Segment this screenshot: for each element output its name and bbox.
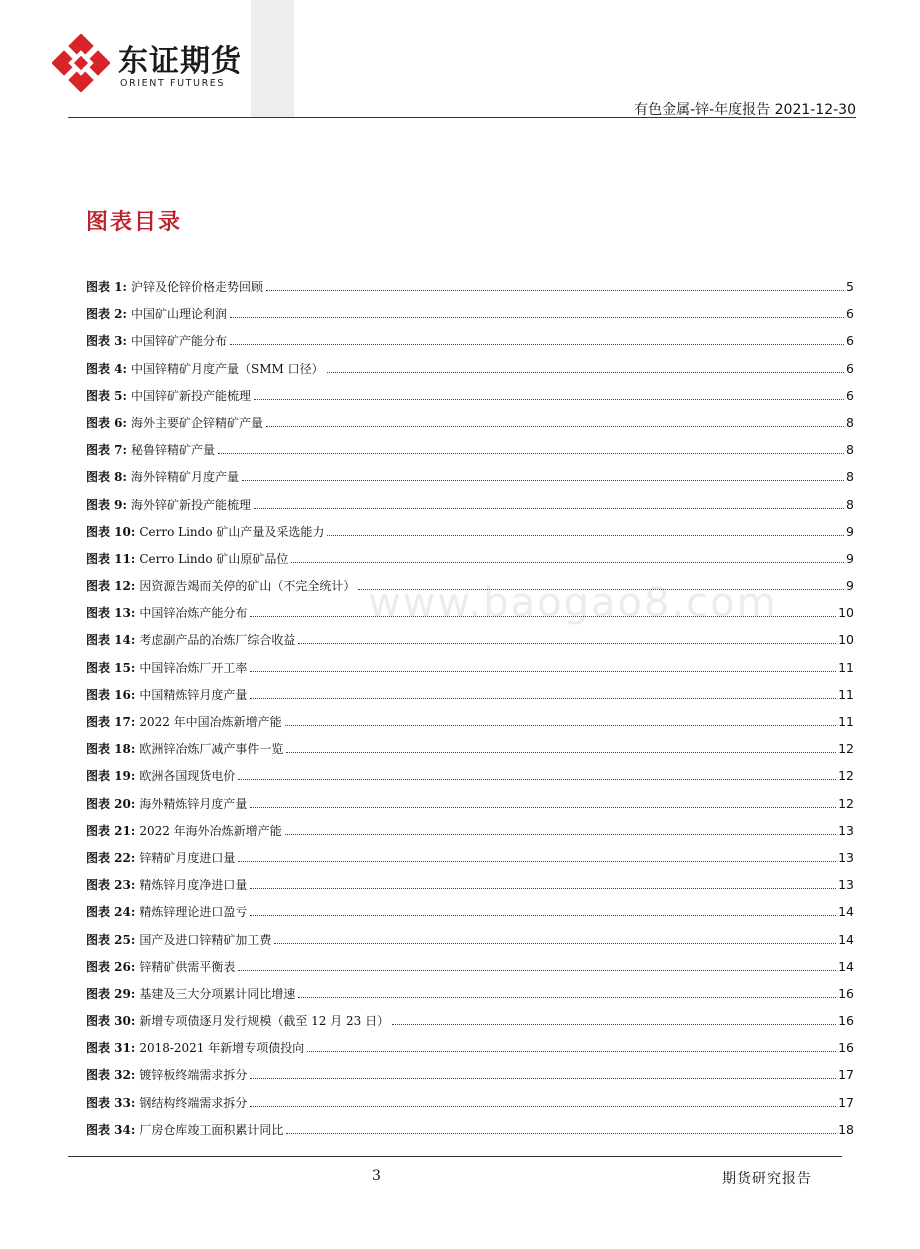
toc-entry-label: 图表 29:	[86, 986, 136, 1001]
toc-entry-page: 16	[838, 1040, 854, 1056]
toc-entry-leader	[250, 670, 836, 672]
toc-entry-leader	[230, 316, 844, 318]
toc-entry-title: 中国锌矿新投产能梳理	[130, 388, 251, 403]
toc-entry[interactable]	[86, 1012, 854, 1039]
toc-entry-title: 欧洲各国现货电价	[139, 769, 236, 784]
logo-chinese-name: 东证期货	[118, 44, 242, 79]
toc-entry-label: 图表 8:	[86, 470, 127, 485]
toc-entry-label: 图表 5:	[86, 388, 127, 403]
toc-entry-leader	[250, 697, 836, 699]
toc-entry[interactable]	[86, 604, 854, 631]
toc-entry-leader	[392, 1023, 836, 1025]
toc-entry[interactable]	[86, 1066, 854, 1093]
toc-entry-leader	[285, 833, 836, 835]
toc-entry-title: 厂房仓库竣工面积累计同比	[139, 1122, 284, 1137]
toc-entry-label: 图表 16:	[86, 687, 136, 702]
table-of-figures	[86, 278, 854, 1148]
toc-entry-title: 沪锌及伦锌价格走势回顾	[130, 280, 263, 294]
toc-entry-label: 图表 32:	[86, 1068, 136, 1083]
toc-entry[interactable]	[86, 985, 854, 1012]
toc-entry-leader	[307, 1050, 836, 1052]
toc-entry[interactable]	[86, 958, 854, 985]
toc-entry-page: 9	[846, 523, 854, 539]
header-gray-tab	[251, 0, 294, 118]
toc-entry-leader	[250, 806, 836, 808]
toc-entry-leader	[250, 1105, 836, 1107]
toc-entry[interactable]	[86, 387, 854, 414]
toc-entry-leader	[286, 751, 836, 753]
toc-entry[interactable]	[86, 360, 854, 387]
toc-entry[interactable]	[86, 822, 854, 849]
toc-entry-title: 镀锌板终端需求拆分	[139, 1068, 248, 1083]
toc-entry[interactable]	[86, 1039, 854, 1066]
toc-entry[interactable]	[86, 305, 854, 332]
report-header-title: 有色金属-锌-年度报告 2021-12-30	[634, 102, 856, 118]
toc-entry-title: 锌精矿供需平衡表	[139, 959, 236, 974]
toc-entry[interactable]	[86, 496, 854, 523]
toc-entry-leader	[218, 452, 844, 454]
toc-entry-leader	[274, 942, 836, 944]
toc-entry-title: Cerro Lindo 矿山原矿品位	[139, 551, 289, 566]
toc-entry-page: 16	[838, 1013, 854, 1029]
toc-entry-title: 精炼锌月度净进口量	[139, 878, 248, 893]
toc-entry[interactable]	[86, 332, 854, 359]
toc-entry-page: 6	[846, 360, 854, 376]
page-number: 3	[372, 1168, 381, 1184]
toc-entry-label: 图表 18:	[86, 742, 136, 757]
section-title: 图表目录	[86, 209, 183, 235]
toc-entry-leader	[250, 887, 836, 889]
toc-entry-page: 12	[838, 795, 854, 811]
toc-entry-page: 16	[838, 985, 854, 1001]
toc-entry-page: 10	[838, 605, 854, 621]
toc-entry[interactable]	[86, 441, 854, 468]
toc-entry-leader	[327, 534, 844, 536]
toc-entry-leader	[242, 479, 844, 481]
toc-entry[interactable]	[86, 740, 854, 767]
toc-entry-leader	[238, 969, 836, 971]
toc-entry-title: 考虑副产品的冶炼厂综合收益	[139, 633, 296, 648]
toc-entry-title: 新增专项债逐月发行规模（截至 12 月 23 日）	[139, 1014, 390, 1029]
toc-entry-label: 图表 2:	[86, 307, 127, 322]
toc-entry-page: 14	[838, 904, 854, 920]
toc-entry-title: 锌精矿月度进口量	[139, 850, 236, 865]
footer-label: 期货研究报告	[722, 1171, 812, 1187]
toc-entry-page: 6	[846, 306, 854, 322]
toc-entry-title: 精炼锌理论进口盈亏	[139, 905, 248, 920]
toc-entry-page: 6	[846, 387, 854, 403]
toc-entry-leader	[358, 588, 844, 590]
toc-entry-leader	[250, 914, 836, 916]
toc-entry-label: 图表 26:	[86, 959, 136, 974]
toc-entry-page: 8	[846, 496, 854, 512]
toc-entry-title: 海外锌矿新投产能梳理	[130, 497, 251, 512]
toc-entry-label: 图表 15:	[86, 660, 136, 675]
toc-entry[interactable]	[86, 713, 854, 740]
toc-entry-title: 2022 年海外冶炼新增产能	[139, 823, 282, 838]
toc-entry-leader	[327, 371, 844, 373]
toc-entry-title: 中国锌冶炼厂开工率	[139, 660, 248, 675]
toc-entry-page: 8	[846, 469, 854, 485]
toc-entry-title: 海外锌精矿月度产量	[130, 470, 239, 485]
toc-entry-title: 秘鲁锌精矿产量	[130, 443, 215, 458]
toc-entry[interactable]	[86, 278, 854, 305]
toc-entry-label: 图表 12:	[86, 579, 136, 594]
toc-entry-leader	[250, 615, 836, 617]
toc-entry-title: 中国锌矿产能分布	[130, 334, 227, 349]
toc-entry-label: 图表 31:	[86, 1041, 136, 1056]
toc-entry-label: 图表 34:	[86, 1122, 136, 1137]
toc-entry-title: 中国锌精矿月度产量（SMM 口径）	[130, 361, 324, 376]
toc-entry-title: 海外主要矿企锌精矿产量	[130, 415, 263, 430]
toc-entry-label: 图表 33:	[86, 1095, 136, 1110]
toc-entry-title: 2018-2021 年新增专项债投向	[139, 1041, 305, 1056]
toc-entry[interactable]	[86, 876, 854, 903]
toc-entry-label: 图表 6:	[86, 415, 127, 430]
toc-entry-title: 基建及三大分项累计同比增速	[139, 986, 296, 1001]
orient-futures-logo-icon	[52, 34, 110, 92]
toc-entry-page: 9	[846, 550, 854, 566]
toc-entry-label: 图表 19:	[86, 769, 136, 784]
toc-entry-title: 2022 年中国冶炼新增产能	[139, 715, 282, 729]
toc-entry-leader	[266, 289, 844, 291]
toc-entry[interactable]	[86, 849, 854, 876]
toc-entry-leader	[291, 561, 844, 563]
toc-entry-label: 图表 13:	[86, 606, 136, 621]
toc-entry-label: 图表 22:	[86, 850, 136, 865]
toc-entry-leader	[250, 1077, 836, 1079]
toc-entry-leader	[230, 343, 844, 345]
toc-entry-label: 图表 14:	[86, 633, 136, 648]
toc-entry-label: 图表 1:	[86, 280, 127, 294]
toc-entry-title: 钢结构终端需求拆分	[139, 1095, 248, 1110]
toc-entry-label: 图表 20:	[86, 796, 136, 811]
toc-entry-label: 图表 3:	[86, 334, 127, 349]
toc-entry-page: 6	[846, 333, 854, 349]
company-logo	[52, 34, 252, 96]
toc-entry-leader	[238, 860, 836, 862]
toc-entry[interactable]	[86, 414, 854, 441]
toc-entry-leader	[298, 642, 836, 644]
toc-entry[interactable]	[86, 903, 854, 930]
logo-english-name: ORIENT FUTURES	[120, 78, 226, 89]
toc-entry-page: 14	[838, 931, 854, 947]
toc-entry-page: 12	[838, 741, 854, 757]
toc-entry-leader	[254, 507, 844, 509]
toc-entry-label: 图表 23:	[86, 878, 136, 893]
toc-entry-page: 10	[838, 632, 854, 648]
toc-entry-leader	[298, 996, 836, 998]
toc-entry-label: 图表 30:	[86, 1014, 136, 1029]
toc-entry-page: 11	[838, 714, 854, 729]
toc-entry[interactable]	[86, 1121, 854, 1148]
toc-entry[interactable]	[86, 550, 854, 577]
toc-entry-title: Cerro Lindo 矿山产量及采选能力	[139, 524, 325, 539]
toc-entry-page: 9	[846, 578, 854, 594]
toc-entry-leader	[238, 778, 836, 780]
toc-entry-page: 8	[846, 442, 854, 458]
toc-entry-title: 中国精炼锌月度产量	[139, 687, 248, 702]
toc-entry-page: 11	[838, 659, 854, 675]
toc-entry-page: 14	[838, 958, 854, 974]
toc-entry-title: 国产及进口锌精矿加工费	[139, 932, 272, 947]
toc-entry[interactable]	[86, 686, 854, 713]
toc-entry-label: 图表 17:	[86, 715, 136, 729]
toc-entry-page: 18	[838, 1121, 854, 1137]
toc-entry-page: 17	[838, 1067, 854, 1083]
toc-entry-leader	[285, 724, 836, 726]
footer-divider	[68, 1156, 842, 1157]
toc-entry-page: 12	[838, 768, 854, 784]
toc-entry-label: 图表 24:	[86, 905, 136, 920]
toc-entry-title: 海外精炼锌月度产量	[139, 796, 248, 811]
toc-entry[interactable]	[86, 931, 854, 958]
toc-entry[interactable]	[86, 631, 854, 658]
header-divider	[68, 117, 856, 118]
toc-entry-label: 图表 21:	[86, 823, 136, 838]
toc-entry-label: 图表 7:	[86, 443, 127, 458]
toc-entry-page: 11	[838, 686, 854, 702]
toc-entry-title: 中国矿山理论利润	[130, 307, 227, 322]
toc-entry[interactable]	[86, 577, 854, 604]
toc-entry[interactable]	[86, 767, 854, 794]
toc-entry[interactable]	[86, 659, 854, 686]
toc-entry-page: 13	[838, 822, 854, 838]
toc-entry-label: 图表 9:	[86, 497, 127, 512]
toc-entry-label: 图表 10:	[86, 524, 136, 539]
toc-entry-page: 13	[838, 849, 854, 865]
toc-entry-page: 13	[838, 877, 854, 893]
toc-entry-page: 17	[838, 1094, 854, 1110]
toc-entry-title: 中国锌冶炼产能分布	[139, 606, 248, 621]
toc-entry-leader	[266, 425, 844, 427]
toc-entry-title: 因资源告竭而关停的矿山（不完全统计）	[139, 579, 356, 594]
toc-entry-page: 5	[846, 279, 854, 294]
toc-entry-label: 图表 11:	[86, 551, 136, 566]
toc-entry-leader	[286, 1132, 836, 1134]
watermark: www.baogao8.com	[368, 580, 778, 626]
toc-entry-label: 图表 4:	[86, 361, 127, 376]
toc-entry[interactable]	[86, 1094, 854, 1121]
toc-entry[interactable]	[86, 523, 854, 550]
toc-entry-leader	[254, 398, 844, 400]
toc-entry-label: 图表 25:	[86, 932, 136, 947]
toc-entry-title: 欧洲锌冶炼厂减产事件一览	[139, 742, 284, 757]
toc-entry[interactable]	[86, 795, 854, 822]
toc-entry[interactable]	[86, 468, 854, 495]
toc-entry-page: 8	[846, 414, 854, 430]
